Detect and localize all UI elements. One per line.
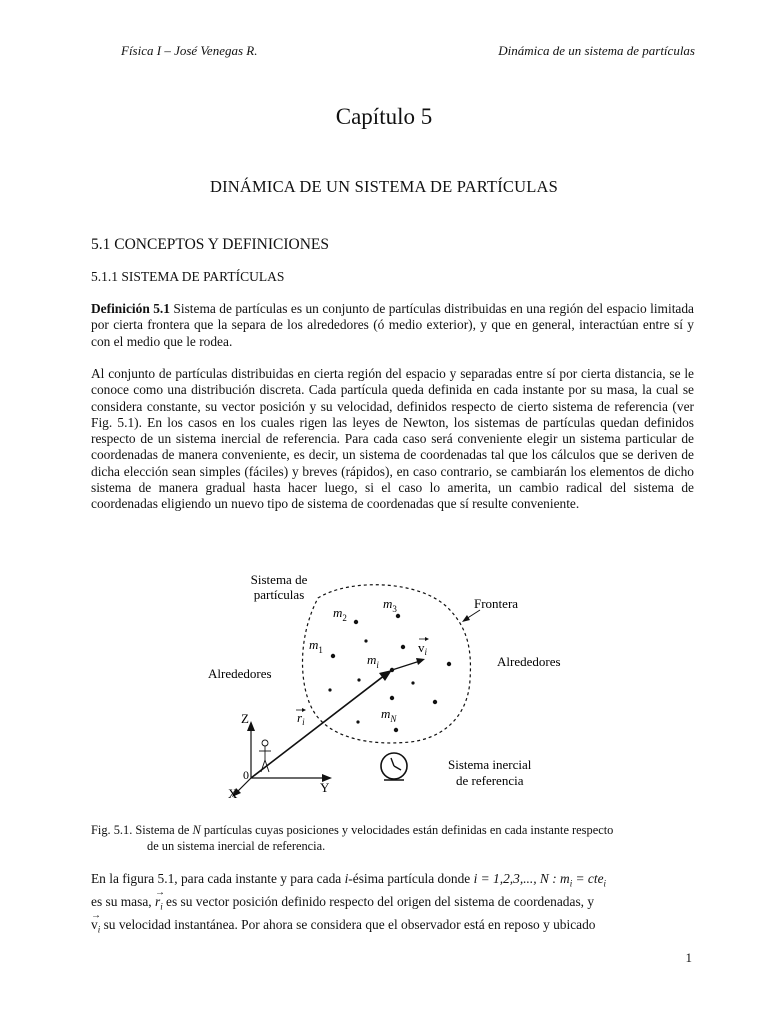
particle-mN <box>394 728 398 732</box>
label-system-of-particles-2: partículas <box>253 587 305 602</box>
particle <box>401 645 405 649</box>
particle <box>390 696 394 700</box>
svg-text:vi: $v_i$ <box>418 640 428 657</box>
header-right: Dinámica de un sistema de partículas <box>498 43 695 58</box>
bottom-line-3: → $v_i$ su velocidad instantánea. Por ahora se considera que el observador está en reposo y ubicado <box>91 910 596 935</box>
particle <box>357 678 360 681</box>
particle <box>328 688 331 691</box>
clock-icon <box>381 753 407 780</box>
definition-text: Sistema de partículas es un conjunto de partículas distribuidas en una región del espacio limitada por cierta frontera que la separa de los alrededores (ó medio exterior), y que en general, interactúan entre sí y con el medio que le rodea. <box>91 301 694 349</box>
particle-m1 <box>331 654 335 658</box>
page-number: 1 <box>685 950 692 965</box>
particle-m2 <box>354 620 358 624</box>
label-m2: $m_2$ <box>333 605 347 623</box>
label-inertial-system-1: Sistema inercial <box>448 757 532 772</box>
label-axis-y: Y <box>320 780 330 795</box>
particle <box>364 639 367 642</box>
body-paragraph: Al conjunto de partículas distribuidas en cierta región del espacio y separadas entre sí por cierta distancia, se le conoce como una distribución discreta. Cada partícula queda definida en cada instante por su masa, la cual se considera constante, su vector posición y su velocidad, definidos respecto de cierto sistema de referencia (ver Fig. 5.1). En los casos en los cuales rigen las leyes de Newton, los sistemas de partículas quedan definidos respecto de un sistema inercial de referencia. Para cada caso será conveniente elegir un sistema particular de coordenadas de manera conveniente, es decir, un sistema de coordenadas tal que los cálculos que se deriven de dicha elección sean simples (fáciles) y breves (rápidos), en caso contrario, se cambiarán los elementos de dicho sistema de manera gradual hasta hacer luego, si el caso lo amerita, un cambio radical del sistema de coordenadas eligiendo un nuevo tipo de sistema de coordenadas que sí resulte conveniente. <box>91 366 694 512</box>
particle <box>411 681 414 684</box>
figure-particle-system <box>0 560 768 820</box>
particle <box>356 720 359 723</box>
label-inertial-system-2: de referencia <box>456 773 524 788</box>
header-left: Física I – José Venegas R. <box>121 43 258 58</box>
velocity-vector <box>392 661 420 670</box>
chapter-title: DINÁMICA DE UN SISTEMA DE PARTÍCULAS <box>209 177 558 196</box>
subsection-heading: 5.1.1 SISTEMA DE PARTÍCULAS <box>91 269 285 284</box>
label-surroundings-left: Alrededores <box>208 666 272 681</box>
label-axis-x: X <box>228 786 238 801</box>
definition-paragraph <box>91 301 694 350</box>
label-ri <box>296 708 306 727</box>
label-axis-z: Z <box>241 711 249 726</box>
label-mi: $m_i$ <box>367 652 379 670</box>
label-system-of-particles-1: Sistema de <box>250 572 308 587</box>
label-origin: 0 <box>243 768 249 782</box>
label-vi <box>418 637 429 657</box>
particle <box>433 700 437 704</box>
label-m1: $m_1$ <box>309 637 323 655</box>
svg-text:ri: $r_i$ <box>297 710 305 727</box>
definition-label: Definición 5.1 <box>91 301 170 316</box>
label-surroundings-right: Alrededores <box>497 654 561 669</box>
position-vector <box>251 675 385 778</box>
particle <box>447 662 451 666</box>
velocity-arrowhead <box>416 658 425 665</box>
label-frontier: Frontera <box>474 596 519 611</box>
section-heading: 5.1 CONCEPTOS Y DEFINICIONES <box>91 236 329 253</box>
label-m3: $m_3$ <box>383 596 397 614</box>
label-mN: $m_N$ <box>381 706 397 724</box>
chapter-heading: Capítulo 5 <box>335 104 433 129</box>
bottom-line-2: es su masa, → $r_i$ es su vector posición definido respecto del origen del sistema de coordenadas, y <box>91 887 595 912</box>
particle-m3 <box>396 614 400 618</box>
figure-caption: Fig. 5.1. Sistema de N partículas cuyas posiciones y velocidades están definidas en cada instante respecto de un sistema inercial de referencia. <box>91 823 614 853</box>
bottom-line-1: En la figura 5.1, para cada instante y para cada i-ésima partícula donde i = 1,2,3,..., N : $m_i = cte_i$ <box>91 871 607 889</box>
position-arrowhead <box>379 670 392 681</box>
